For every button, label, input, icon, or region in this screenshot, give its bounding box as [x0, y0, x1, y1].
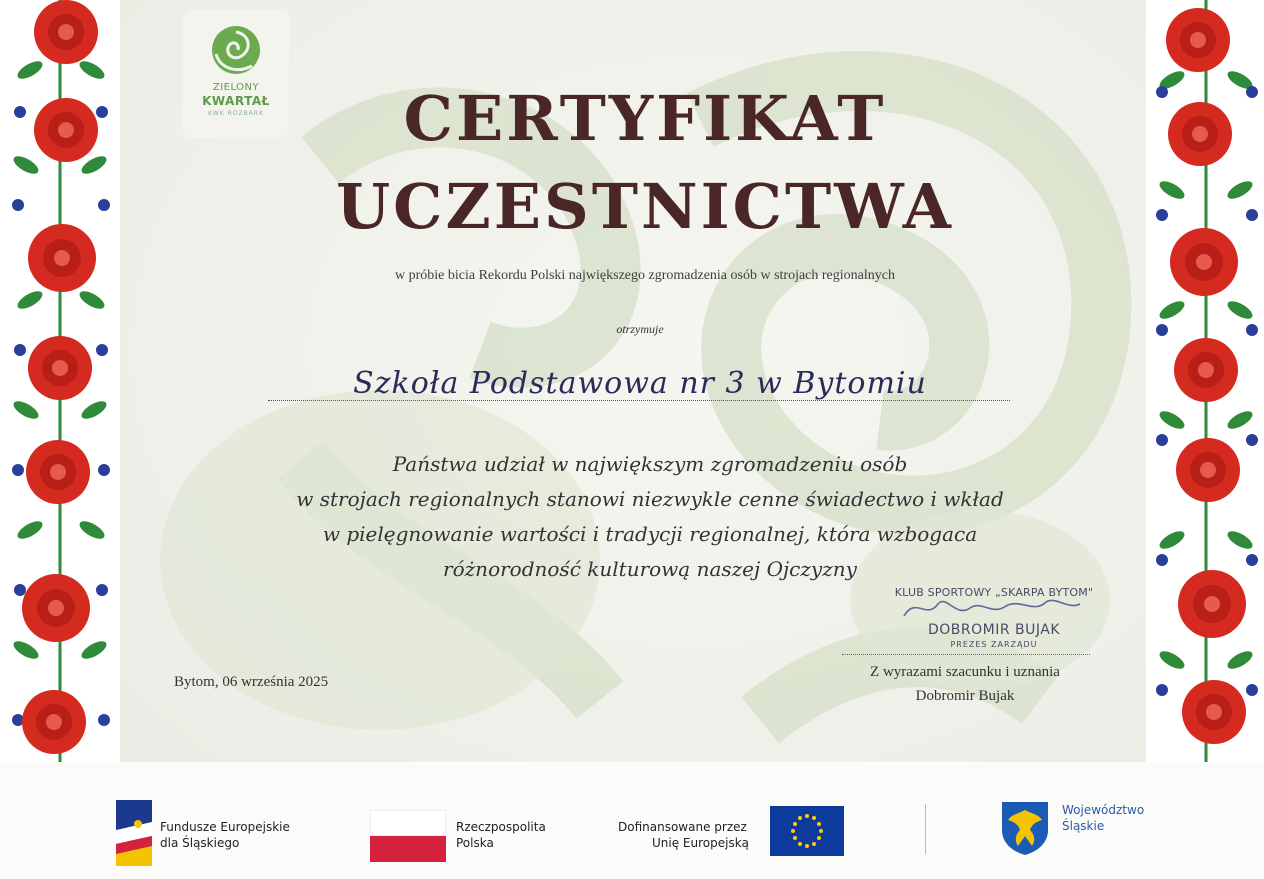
ws-line-1: Województwo	[1062, 803, 1145, 817]
ws-line-2: Śląskie	[1062, 819, 1105, 833]
closing-line-1: Z wyrazami szacunku i uznania	[870, 664, 1060, 680]
fe-line-2: dla Śląskiego	[160, 836, 240, 850]
eu-flag-icon	[770, 806, 844, 856]
body-text-line-2: w strojach regionalnych stanowi niezwykle cenne świadectwo i wkład	[296, 487, 1004, 511]
certificate-title-line-1: CERTYFIKAT	[403, 82, 887, 155]
certificate-subtitle: w próbie bicia Rekordu Polski największego zgromadzenia osób w strojach regionalnych	[395, 268, 895, 283]
closing-signer-name: Dobromir Bujak	[915, 688, 1015, 704]
polish-flag-icon	[370, 810, 446, 862]
place-and-date: Bytom, 06 września 2025	[174, 674, 329, 690]
recipient-name: Szkoła Podstawowa nr 3 w Bytomiu	[353, 366, 927, 401]
rp-line-1: Rzeczpospolita	[456, 820, 546, 834]
recipient-dotted-line	[268, 400, 1010, 401]
silesia-coat-of-arms-icon	[1000, 800, 1050, 856]
certificate-title-line-2: UCZESTNICTWA	[336, 170, 954, 243]
logo-line-2: KWARTAŁ	[202, 94, 270, 108]
fundusze-europejskie-icon	[116, 800, 152, 866]
stamp-club-name: KLUB SPORTOWY „SKARPA BYTOM"	[894, 586, 1094, 599]
funding-footer	[0, 762, 1264, 879]
left-floral-border	[0, 0, 120, 762]
body-text-line-3: w pielęgnowanie wartości i tradycji regionalnej, która wzbogaca	[322, 522, 978, 546]
handwritten-signature	[896, 590, 1086, 626]
signature-dotted-line	[842, 654, 1090, 655]
stamp-person-role: PREZES ZARZĄDU	[950, 640, 1038, 649]
eu-line-1: Dofinansowane przez	[618, 820, 747, 834]
eu-line-2: Unię Europejską	[652, 836, 750, 850]
rose-logo-icon	[206, 24, 266, 78]
fe-line-1: Fundusze Europejskie	[160, 820, 290, 834]
stamp-person-name: DOBROMIR BUJAK	[927, 622, 1061, 638]
logo-line-1: ZIELONY	[212, 82, 260, 93]
logo-line-3: KWK ROZBARK	[208, 110, 264, 117]
receives-label: otrzymuje	[616, 322, 664, 336]
footer-divider	[925, 804, 926, 854]
right-floral-border	[1146, 0, 1264, 762]
rp-line-2: Polska	[456, 836, 494, 850]
body-text-line-4: różnorodność kulturową naszej Ojczyzny	[443, 557, 857, 581]
body-text-line-1: Państwa udział w największym zgromadzeniu osób	[392, 452, 908, 476]
